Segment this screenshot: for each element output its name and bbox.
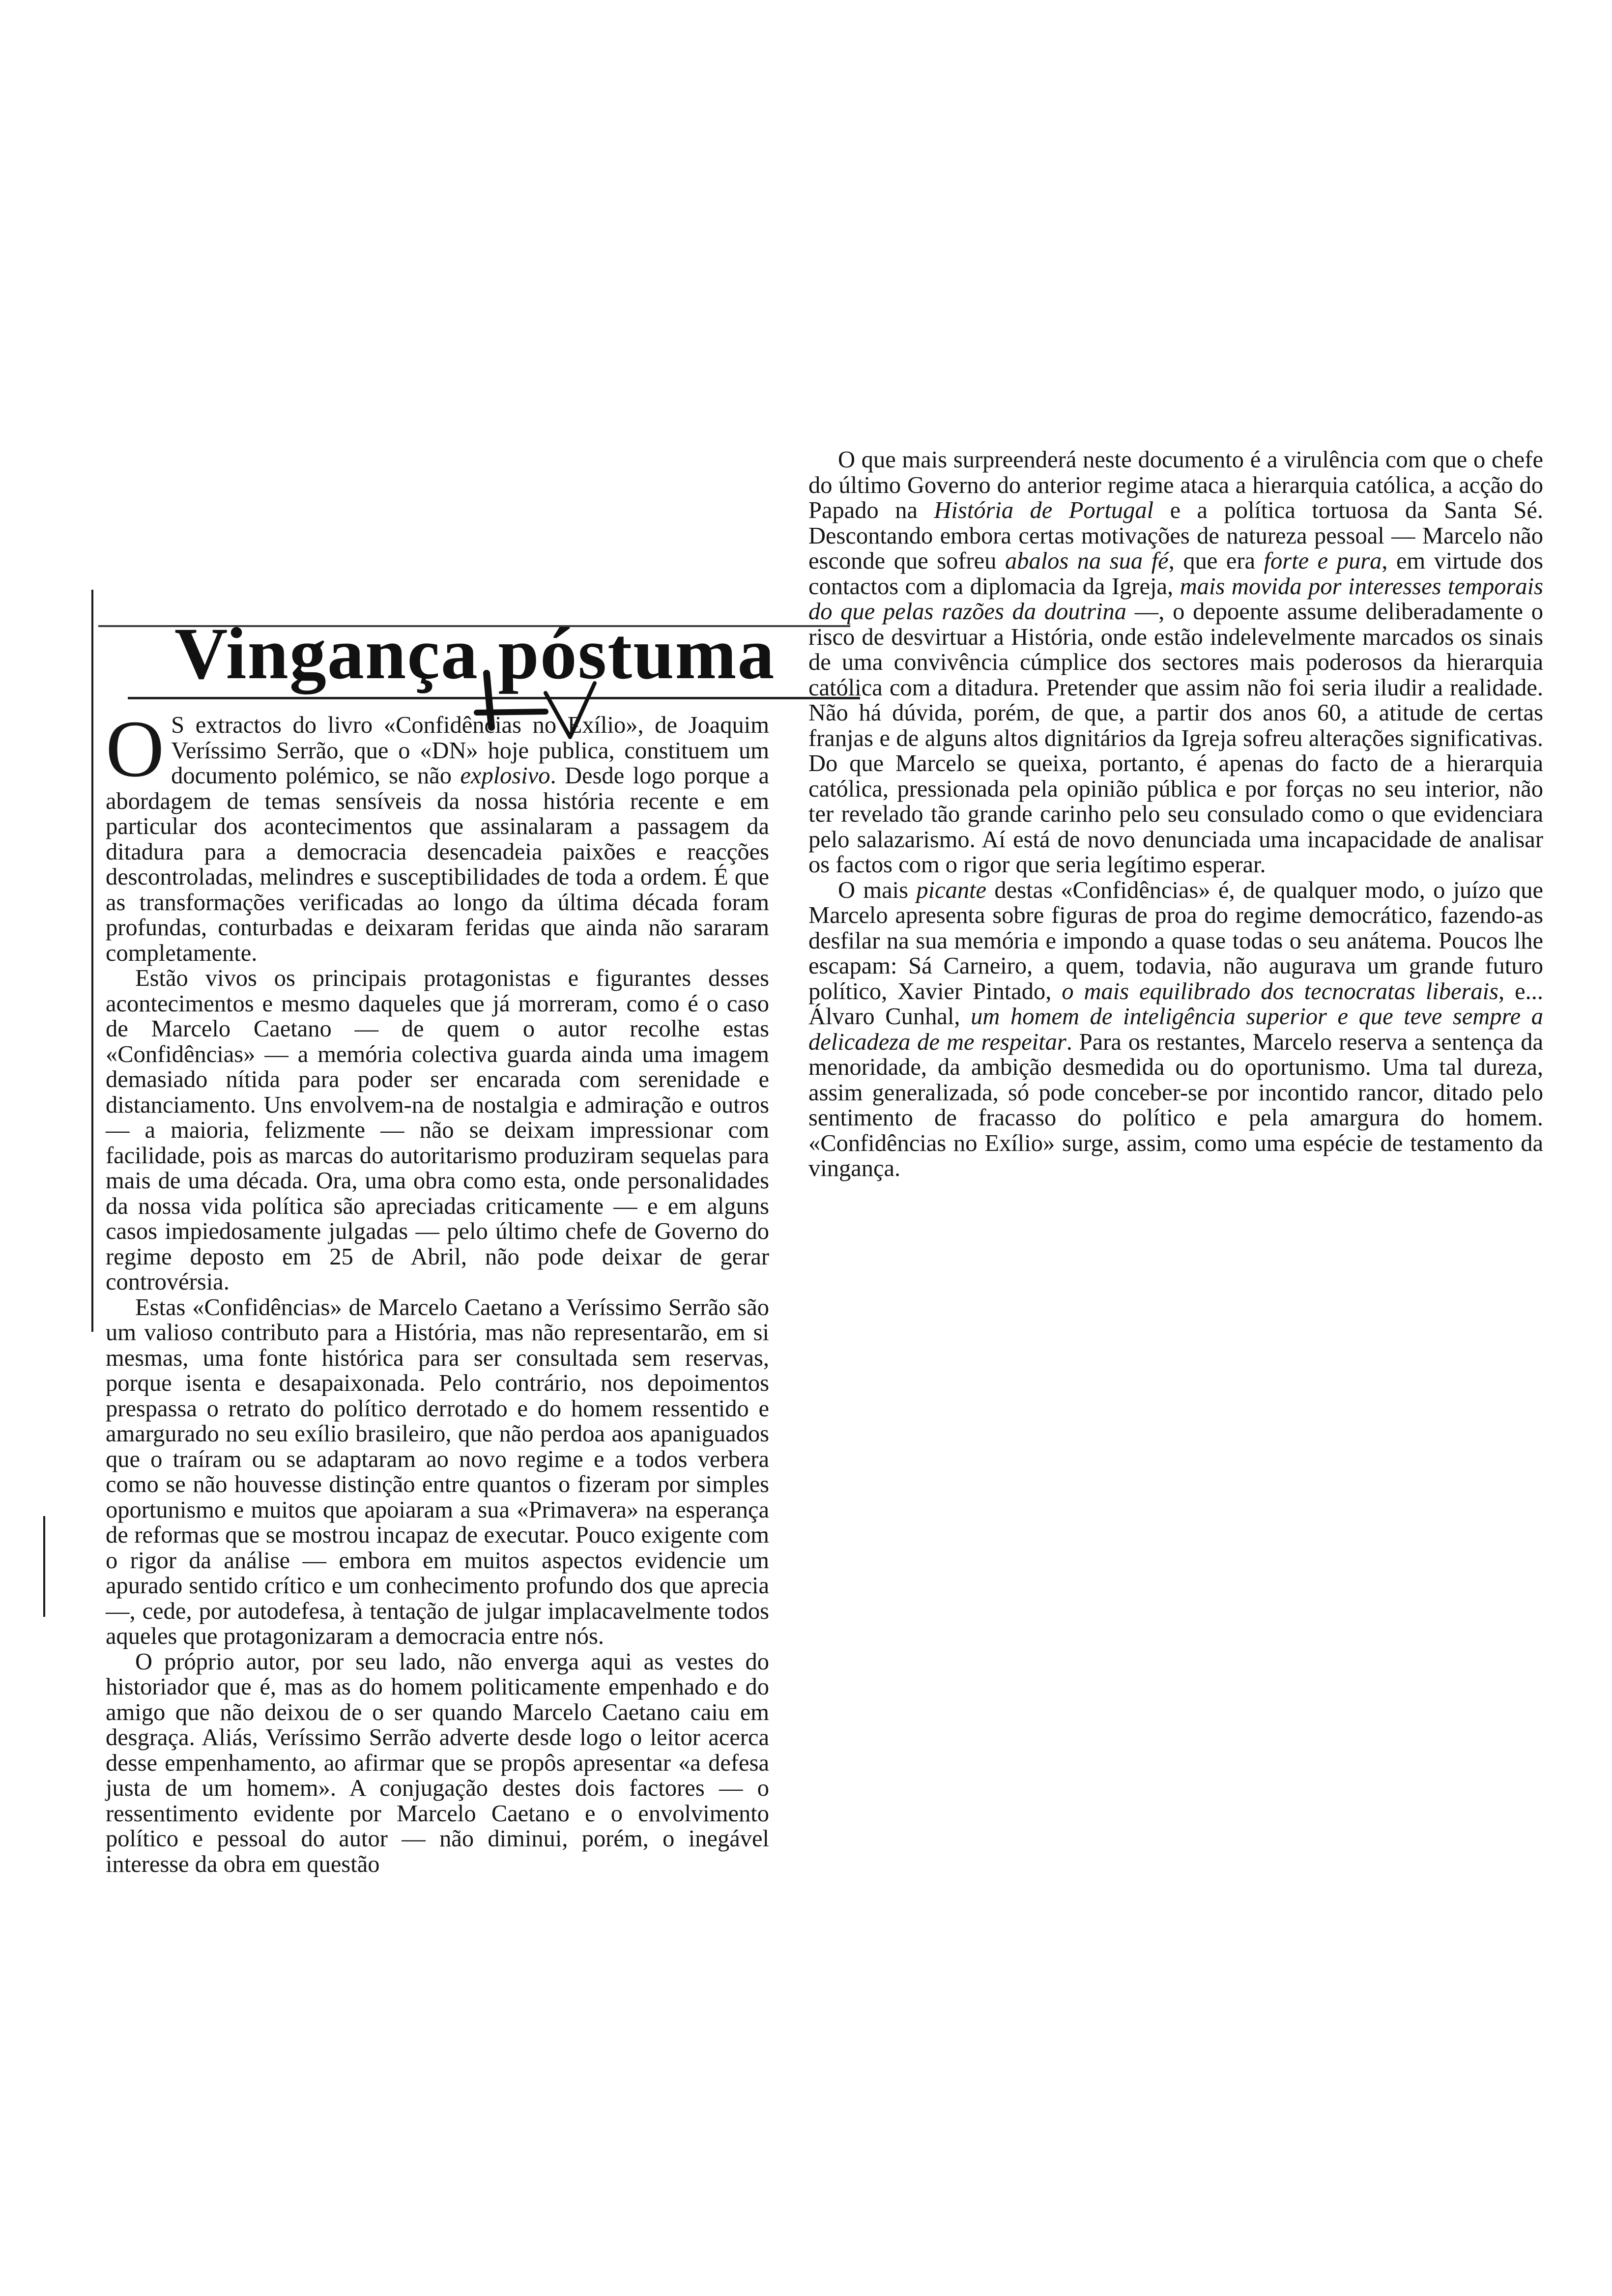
right-column <box>808 447 1543 1587</box>
paragraph-6-text-c: , e... Álvaro Cunhal, <box>808 978 1543 1030</box>
paragraph-1 <box>106 704 769 966</box>
paragraph-5-emphasis-2: abalos na sua fé <box>1005 548 1169 574</box>
paragraph-5-text-b: e a política tortuosa da Santa Sé. Descontando embora certas motivações de natureza pessoal — Marcelo não esconde que sofreu <box>808 497 1543 574</box>
paragraph-6-text-a: O mais <box>838 877 917 903</box>
paragraph-6-emphasis-3: um homem de inteligência superior e que teve sempre a delicadeza de me respeitar <box>808 1004 1544 1055</box>
article-title: Vingança póstuma <box>174 613 776 694</box>
paragraph-margin-rule <box>43 1516 45 1617</box>
paragraph-6-text-b: destas «Confidências» é, de qualquer modo, o juízo que Marcelo apresenta sobre figuras de proa do regime democrático, fazendo-as desfilar na sua memória e impondo a quase todas o seu anátema. Poucos lhe escapam: Sá Carneiro, a quem, todavia, não augurava um grande futuro político, Xavier Pintado, <box>808 877 1543 1004</box>
paragraph-6 <box>808 878 1543 1181</box>
drop-cap: O <box>106 704 165 794</box>
paragraph-6-emphasis-1: picante <box>916 877 987 903</box>
paragraph-5-text-c: , que era <box>1168 548 1264 574</box>
paragraph-5-emphasis-4: mais movida por interesses temporais do que pelas razões da doutrina <box>808 573 1543 625</box>
paragraph-2: Estão vivos os principais protagonistas e figurantes desses acontecimentos e mesmo daqueles que já morreram, como é o caso de Marcelo Caetano — de quem o autor recolhe estas «Confidências» — a memória colectiva guarda ainda uma imagem demasiado nítida para poder ser encarada com serenidade e distanciamento. Uns envolvem-na de nostalgia e admiração e outros — a maioria, felizmente — não se deixam impressionar com facilidade, pois as marcas do autoritarismo produziram sequelas para mais de uma década. Ora, uma obra como esta, onde personalidades da nossa vida política são apreciadas criticamente — e em alguns casos impiedosamente julgadas — pelo último chefe de Governo do regime deposto em 25 de Abril, não pode deixar de gerar controvérsia. <box>106 965 769 1295</box>
paragraph-5-text-e: —, o depoente assume deliberadamente o risco de desvirtuar a História, onde estão indelevelmente marcados os sinais de uma convivência cúmplice dos sectores mais poderosos da hierarquia católica com a ditadura. Pretender que assim não foi seria iludir a realidade. Não há dúvida, porém, de que, a partir dos anos 60, a atitude de certas franjas e de alguns altos dignitários da Igreja sofreu alterações significativas. Do que Marcelo se queixa, portanto, é apenas do facto de a hierarquia católica, pressionada pela opinião pública e por forças no seu interior, não ter revelado tão grande carinho pelo seu consulado como o que evidenciara pelo salazarismo. Aí está de novo denunciada uma incapacidade de analisar os factos com o rigor que seria legítimo esperar. <box>808 599 1543 878</box>
paragraph-5-emphasis-3: forte e pura <box>1264 548 1382 574</box>
paragraph-4: O próprio autor, por seu lado, não enverga aqui as vestes do historiador que é, mas as do homem politicamente empenhado e do amigo que não deixou de o ser quando Marcelo Caetano caiu em desgraça. Aliás, Veríssimo Serrão adverte desde logo o leitor acerca desse empenhamento, ao afirmar que se propôs apresentar «a defesa justa de um homem». A conjugação destes dois factores — o ressentimento evidente por Marcelo Caetano e o envolvimento político e pessoal do autor — não diminui, porém, o inegável interesse da obra em questão <box>106 1648 769 1877</box>
paragraph-1-emphasis: explosivo <box>460 763 550 789</box>
paragraph-1-lead: S extractos do livro «Confidências no Exílio», de Joaquim Veríssimo Serrão, que o «DN» hoje publica, constituem um documento polémico, se não <box>171 712 769 789</box>
left-column <box>106 704 769 2285</box>
left-column-rule <box>91 590 93 1332</box>
paragraph-6-text-d: . Para os restantes, Marcelo reserva a sentença da menoridade, da ambição desmedida ou do oportunismo. Uma tal dureza, assim generalizada, só pode conceber-se por incontido rancor, ditado pelo sentimento de fracasso do político e pela amargura do homem. «Confidências no Exílio» surge, assim, como uma espécie de testamento da vingança. <box>808 1029 1543 1181</box>
paragraph-5-text-a: O que mais surpreenderá neste documento é a virulência com que o chefe do último Governo do anterior regime ataca a hierarquia católica, a acção do Papado na <box>808 447 1543 523</box>
paragraph-1-rest: . Desde logo porque a abordagem de temas sensíveis da nossa história recente e em particular dos acontecimentos que assinalaram a passagem da ditadura para a democracia desencadeia paixões e reacções descontroladas, melindres e susceptibilidades de toda a ordem. É que as transformações verificadas ao longo da última década foram profundas, conturbadas e deixaram feridas que ainda não sararam completamente. <box>106 763 769 966</box>
paragraph-5 <box>808 447 1543 878</box>
paragraph-3: Estas «Confidências» de Marcelo Caetano a Veríssimo Serrão são um valioso contributo para a História, mas não representarão, em si mesmas, uma fonte histórica para ser consultada sem reservas, porque isenta e desapaixonada. Pelo contrário, nos depoimentos prespassa o retrato do político derrotado e do homem ressentido e amargurado no seu exílio brasileiro, que não perdoa aos apaniguados que o traíram ou se adaptaram ao novo regime e a todos verbera como se não houvesse distinção entre quantos o fizeram por simples oportunismo e muitos que apoiaram a sua «Primavera» na esperança de reformas que se mostrou incapaz de executar. Pouco exigente com o rigor da análise — embora em muitos aspectos evidencie um apurado sentido crítico e um conhecimento profundo dos que aprecia —, cede, por autodefesa, à tentação de julgar implacavelmente todos aqueles que protagonizaram a democracia entre nós. <box>106 1294 769 1649</box>
paragraph-6-emphasis-2: o mais equilibrado dos tecnocratas liberais <box>1062 978 1499 1004</box>
paragraph-5-emphasis-1: História de Portugal <box>934 497 1154 523</box>
paragraph-5-text-d: , em virtude dos contactos com a diplomacia da Igreja, <box>808 548 1543 600</box>
